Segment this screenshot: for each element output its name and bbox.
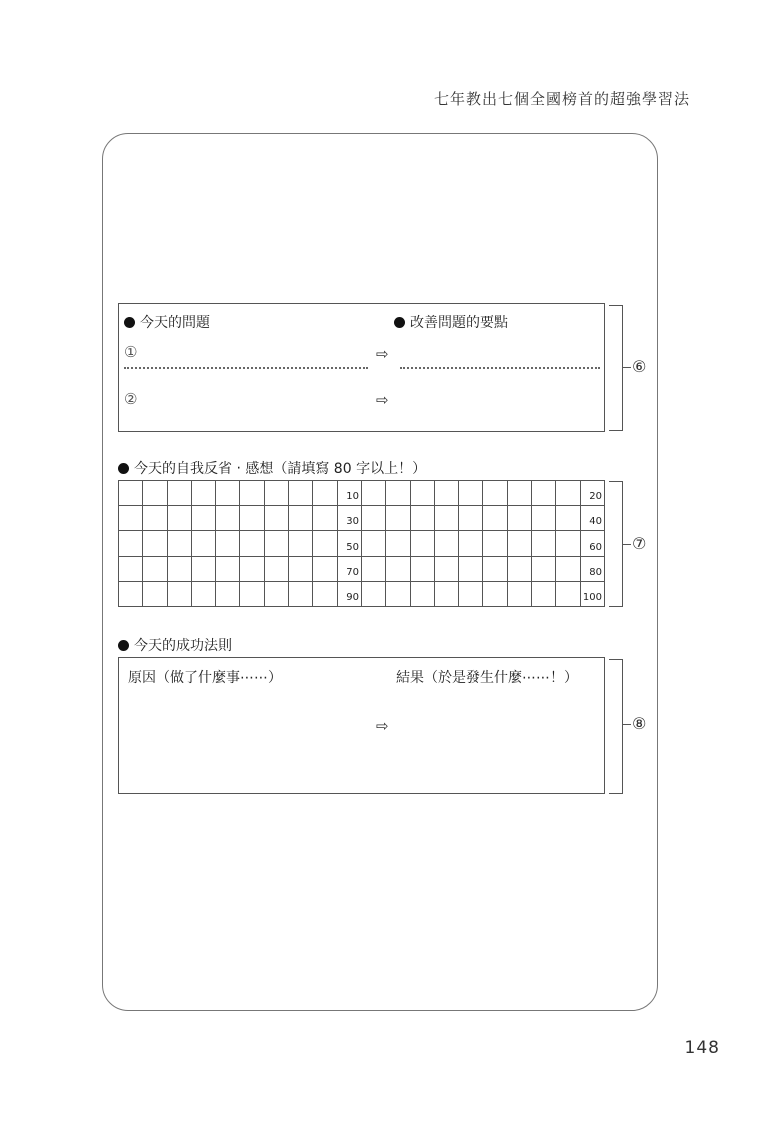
grid-cell[interactable] bbox=[192, 531, 216, 556]
grid-cell[interactable] bbox=[265, 506, 289, 531]
grid-cell[interactable] bbox=[265, 531, 289, 556]
grid-cell[interactable] bbox=[362, 481, 386, 506]
grid-cell[interactable] bbox=[532, 506, 556, 531]
grid-cell[interactable] bbox=[435, 582, 459, 607]
success-rule-title: 今天的成功法則 bbox=[118, 635, 232, 655]
grid-cell[interactable] bbox=[581, 582, 605, 607]
problem-line-1[interactable] bbox=[124, 367, 368, 369]
grid-cell[interactable] bbox=[216, 506, 240, 531]
grid-cell[interactable] bbox=[265, 557, 289, 582]
marker-8: ⑧ bbox=[632, 714, 647, 733]
grid-cell[interactable] bbox=[313, 481, 337, 506]
grid-cell[interactable] bbox=[556, 506, 580, 531]
grid-cell[interactable] bbox=[362, 506, 386, 531]
grid-cell[interactable] bbox=[556, 557, 580, 582]
grid-cell[interactable] bbox=[386, 506, 410, 531]
grid-cell[interactable] bbox=[313, 506, 337, 531]
grid-cell[interactable] bbox=[411, 506, 435, 531]
grid-cell[interactable] bbox=[532, 582, 556, 607]
bracket-7 bbox=[609, 481, 623, 607]
grid-cell[interactable] bbox=[556, 531, 580, 556]
character-count-label: 10 bbox=[346, 491, 359, 503]
marker-7: ⑦ bbox=[632, 534, 647, 553]
character-count-label: 90 bbox=[346, 592, 359, 603]
grid-cell[interactable] bbox=[119, 582, 143, 607]
grid-cell[interactable] bbox=[435, 557, 459, 582]
marker-6: ⑥ bbox=[632, 357, 647, 376]
character-count-label: 60 bbox=[589, 541, 602, 553]
arrow-2-icon: ⇨ bbox=[376, 391, 389, 409]
grid-cell[interactable] bbox=[168, 481, 192, 506]
grid-cell[interactable] bbox=[216, 582, 240, 607]
problem-title: 今天的問題 bbox=[124, 312, 210, 332]
grid-cell[interactable] bbox=[459, 506, 483, 531]
improvement-line-1[interactable] bbox=[400, 367, 600, 369]
grid-cell[interactable] bbox=[532, 481, 556, 506]
arrow-3-icon: ⇨ bbox=[376, 717, 389, 735]
character-count-label: 100 bbox=[582, 592, 602, 603]
grid-cell[interactable] bbox=[459, 582, 483, 607]
item-1-number: ① bbox=[124, 343, 138, 361]
grid-cell[interactable] bbox=[411, 481, 435, 506]
grid-cell[interactable] bbox=[289, 531, 313, 556]
grid-cell[interactable] bbox=[216, 481, 240, 506]
grid-cell[interactable] bbox=[411, 531, 435, 556]
character-count-label: 70 bbox=[346, 566, 359, 578]
grid-cell[interactable] bbox=[581, 506, 605, 531]
grid-cell[interactable] bbox=[119, 557, 143, 582]
grid-cell[interactable] bbox=[338, 557, 362, 582]
bracket-6 bbox=[609, 305, 623, 431]
grid-cell[interactable] bbox=[362, 582, 386, 607]
grid-cell[interactable] bbox=[508, 531, 532, 556]
grid-cell[interactable] bbox=[508, 506, 532, 531]
grid-cell[interactable] bbox=[338, 506, 362, 531]
grid-cell[interactable] bbox=[556, 582, 580, 607]
grid-cell[interactable] bbox=[338, 481, 362, 506]
grid-cell[interactable] bbox=[338, 582, 362, 607]
grid-cell[interactable] bbox=[532, 557, 556, 582]
item-2-number: ② bbox=[124, 390, 138, 408]
grid-cell[interactable] bbox=[362, 557, 386, 582]
cause-label: 原因（做了什麼事⋯⋯） bbox=[128, 670, 282, 686]
grid-cell[interactable] bbox=[143, 557, 167, 582]
grid-cell[interactable] bbox=[168, 557, 192, 582]
grid-cell[interactable] bbox=[435, 531, 459, 556]
grid-cell[interactable] bbox=[362, 531, 386, 556]
character-count-label: 80 bbox=[589, 566, 602, 578]
grid-cell[interactable] bbox=[556, 481, 580, 506]
grid-cell[interactable] bbox=[168, 582, 192, 607]
grid-cell[interactable] bbox=[313, 557, 337, 582]
grid-cell[interactable] bbox=[265, 582, 289, 607]
grid-cell[interactable] bbox=[508, 582, 532, 607]
character-count-label: 50 bbox=[346, 541, 359, 553]
grid-cell[interactable] bbox=[386, 481, 410, 506]
grid-cell[interactable] bbox=[240, 531, 264, 556]
grid-cell[interactable] bbox=[289, 582, 313, 607]
grid-cell[interactable] bbox=[119, 531, 143, 556]
grid-cell[interactable] bbox=[386, 582, 410, 607]
running-header: 七年教出七個全國榜首的超強學習法 bbox=[433, 90, 690, 108]
grid-cell[interactable] bbox=[192, 506, 216, 531]
bracket-7-tick bbox=[623, 544, 631, 545]
grid-cell[interactable] bbox=[338, 531, 362, 556]
grid-cell[interactable] bbox=[265, 481, 289, 506]
grid-cell[interactable] bbox=[119, 506, 143, 531]
grid-cell[interactable] bbox=[192, 481, 216, 506]
grid-cell[interactable] bbox=[411, 582, 435, 607]
bracket-8 bbox=[609, 659, 623, 794]
grid-cell[interactable] bbox=[240, 481, 264, 506]
grid-cell[interactable] bbox=[435, 481, 459, 506]
character-count-label: 30 bbox=[346, 516, 359, 528]
grid-cell[interactable] bbox=[532, 531, 556, 556]
bracket-8-tick bbox=[623, 724, 631, 725]
grid-cell[interactable] bbox=[143, 531, 167, 556]
improvement-title: 改善問題的要點 bbox=[394, 312, 508, 332]
grid-cell[interactable] bbox=[581, 531, 605, 556]
grid-cell[interactable] bbox=[313, 582, 337, 607]
grid-cell[interactable] bbox=[459, 481, 483, 506]
grid-cell[interactable] bbox=[119, 481, 143, 506]
reflection-title: 今天的自我反省 ‧ 感想（請填寫 80 字以上！） bbox=[118, 458, 426, 478]
bracket-6-tick bbox=[623, 367, 631, 368]
grid-cell[interactable] bbox=[386, 531, 410, 556]
grid-cell[interactable] bbox=[435, 506, 459, 531]
grid-cell[interactable] bbox=[240, 506, 264, 531]
character-count-label: 20 bbox=[589, 491, 602, 503]
grid-cell[interactable] bbox=[581, 481, 605, 506]
grid-cell[interactable] bbox=[459, 557, 483, 582]
grid-cell[interactable] bbox=[192, 582, 216, 607]
grid-cell[interactable] bbox=[313, 531, 337, 556]
grid-cell[interactable] bbox=[483, 582, 507, 607]
result-label: 結果（於是發生什麼⋯⋯！） bbox=[396, 670, 578, 686]
grid-cell[interactable] bbox=[581, 557, 605, 582]
grid-cell[interactable] bbox=[289, 506, 313, 531]
grid-cell[interactable] bbox=[168, 531, 192, 556]
grid-cell[interactable] bbox=[216, 557, 240, 582]
grid-cell[interactable] bbox=[483, 531, 507, 556]
reflection-grid[interactable] bbox=[118, 480, 605, 607]
grid-cell[interactable] bbox=[192, 557, 216, 582]
arrow-1-icon: ⇨ bbox=[376, 345, 389, 363]
grid-cell[interactable] bbox=[240, 557, 264, 582]
grid-cell[interactable] bbox=[216, 531, 240, 556]
grid-cell[interactable] bbox=[386, 557, 410, 582]
grid-cell[interactable] bbox=[289, 481, 313, 506]
grid-cell[interactable] bbox=[143, 506, 167, 531]
page-number: 148 bbox=[684, 1038, 720, 1058]
grid-cell[interactable] bbox=[508, 557, 532, 582]
grid-cell[interactable] bbox=[289, 557, 313, 582]
grid-cell[interactable] bbox=[483, 506, 507, 531]
grid-cell[interactable] bbox=[143, 582, 167, 607]
grid-cell[interactable] bbox=[168, 506, 192, 531]
grid-cell[interactable] bbox=[459, 531, 483, 556]
grid-cell[interactable] bbox=[143, 481, 167, 506]
grid-cell[interactable] bbox=[483, 481, 507, 506]
character-count-label: 40 bbox=[589, 516, 602, 528]
grid-cell[interactable] bbox=[411, 557, 435, 582]
grid-cell[interactable] bbox=[483, 557, 507, 582]
grid-cell[interactable] bbox=[508, 481, 532, 506]
grid-cell[interactable] bbox=[240, 582, 264, 607]
